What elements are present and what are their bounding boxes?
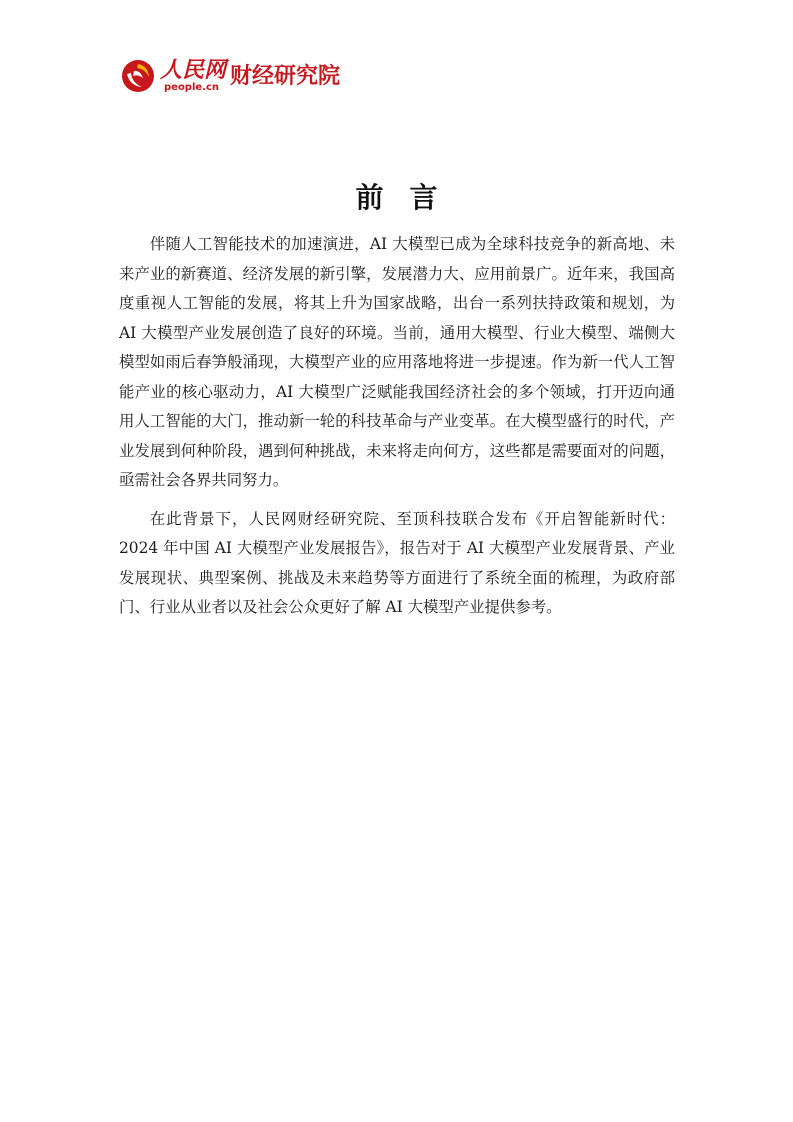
- preface-body: [119, 230, 675, 632]
- page-header: [118, 56, 340, 96]
- brand-url: people.cn: [164, 82, 220, 93]
- people-daily-logo-icon: [118, 56, 158, 96]
- page-title: 前言: [355, 181, 464, 214]
- paragraph: 伴随人工智能技术的加速演进，AI 大模型已成为全球科技竞争的新高地、未来产业的新赛道、经济发展的新引擎，发展潜力大、应用前景广。近年来，我国高度重视人工智能的发展，将其上升为国家战略，出台一系列扶持政策和规划，为 AI 大模型产业发展创造了良好的环境。当前，通用大模型、行业大模型、端侧大模型如雨后春笋般涌现，大模型产业的应用落地将进一步提速。作为新一代人工智能产业的核心驱动力，AI 大模型广泛赋能我国经济社会的多个领域，打开迈向通用人工智能的大门，推动新一轮的科技革命与产业变革。在大模型盛行的时代，产业发展到何种阶段，遇到何种挑战，未来将走向何方，这些都是需要面对的问题，亟需社会各界共同努力。: [119, 235, 675, 489]
- brand-block: [160, 59, 226, 93]
- paragraph: 在此背景下，人民网财经研究院、至顶科技联合发布《开启智能新时代：2024 年中国 AI 大模型产业发展报告》，报告对于 AI 大模型产业发展背景、产业发展现状、典型案例、挑战及未来趋势等方面进行了系统全面的梳理，为政府部门、行业从业者以及社会公众更好了解 AI 大模型产业提供参考。: [119, 509, 675, 616]
- institute-name: 财经研究院: [230, 63, 341, 89]
- brand-name: 人民网: [160, 57, 227, 83]
